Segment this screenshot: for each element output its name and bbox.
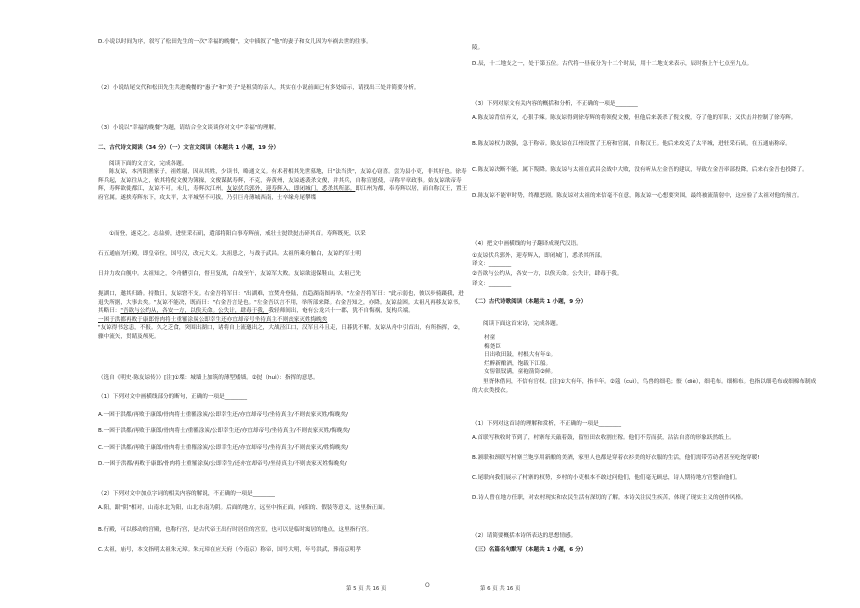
question-1: （1）下列对文中画横线部分的断句，正确的一项是________: [98, 394, 247, 400]
option-a[interactable]: A.陈友谅背信弃义，心狠手辣。陈友谅得到徐寿辉的将领倪文俊，但他后来袭杀了倪文俊，夺了他的军队；又伏击并控制了徐寿辉。: [472, 115, 797, 121]
passage-line: ①而登，遂克之。志益骄，进驻采石矶，遣部将阳白事寿辉前，戒壮士挝铁挝击碎其首。寿辉既死，以采: [109, 231, 366, 237]
option-d-top: D.小说以时间为序，叙写了松田先生的一次"幸福的晚餐"，文中插叙了"他"的妻子和女儿因为车祸去世的往事。: [98, 39, 372, 45]
right-page: [472, 0, 820, 608]
option-a[interactable]: A.首联写秋收时节到了，村寨每天敲着鼓，留恒田农收割庄稼。他们不劳而获，沾沾自喜的形象跃然纸上。: [472, 435, 735, 441]
page-number-left: 第 5 页 共 16 页: [346, 586, 387, 592]
question-4: （4）把文中画横线的句子翻译成现代汉语。: [472, 241, 582, 247]
translation-blank-2[interactable]: 译文：________: [472, 281, 512, 287]
poem-notes: 里胥休借问，不信有官权。[注]①大有年，指丰年。②蔻（cuì），鸟兽的细毛；骹（diè），细毛布。细棉布。也指以细毛布或细棉布制成的大衣类授衣。: [472, 379, 817, 394]
option-a[interactable]: A.阳，跟"阴"相对，山南水北为阳，山北水南为阴。后面的地方，远至中指正面，向阳的、假装等意义，这里指正面。: [98, 505, 389, 511]
passage-paragraph: 陈友谅，本沔阳渔家子，祖姓谢，因从其姓，少读书，略通文义。有术者相其先世墓地，曰"法当贵"，友谅心窃喜。尝为县小吏，非其好也。徐寿辉兵起，友谅往从之，依其将倪文俊为簿掾，文俊谋弑寿辉，不克，奔黄州，友谅遂袭杀文俊，并其兵，自称宣慰使，寻称平章政事。始友谅欲帝寿辉，寿辉欲徙都江，友谅不可。未几，寿辉次江州，友谅伏兵郭外，迎寿辉入，即闭城门，悉杀其所部。即江州为都，奉寿辉以居，而自称汉王，置王府官属。遂挟寿辉东下，攻太平，太平城坚不可拔，乃引巨舟薄城西南，士卒缘舟尾攀堞: [98, 169, 468, 201]
poem-line: 女髻银钗满，童袍箭筒②鲜。: [484, 369, 557, 376]
passage-paragraph: 扼湖口，邀其归路。持数日，友谅窘不支。右金吾将军曰："出湖难，宜焚舟登陆，直趋湖南图再举。"左金吾将军曰："此示弱也，彼以步骑蹑我，进退失所据，大事去矣。"友谅不能决，既而曰："右金吾言是也。"左金吾以言不用，举所部来降。右金吾知之，亦降。友谅益困。太祖凡再移友谅书，其略曰："吾欲与公约从，各安一方，以俟天命。公失计，肆毒于我，我轻师间出，奄有公龙兴十一郡，犹不自悔祸，复构兵端。 一困于洪都再败于康郎骨肉将士重罹涂炭公即幸生还亦宜却帝号坐待真主不则丧家灭姓悔晚矣 "友谅得书忿恚，不报。久之乏食，突围出湖口，诸将自上流邀出之，大战泾江口，汉军且斗且走，日暮犹不解。友谅从舟中引首出，有所指挥，②，骤中流矢，贯睛及颅死。: [98, 290, 468, 342]
underlined-sentence-1: 友谅伏兵郭外，迎寿辉入，即闭城门，悉杀其所部。: [226, 186, 356, 193]
translate-item-1: ①友谅伏兵郭外，迎寿辉入，即闭城门，悉杀其所部。: [472, 253, 606, 259]
section-heading-recitation: （三）名篇名句默写（本题共 1 小题，6 分）: [472, 547, 587, 553]
poem-line: 烂醉新酿酒，饱载下江船。: [484, 360, 552, 367]
poem-author: 梅尧臣: [484, 343, 501, 350]
poem-title: 村童: [484, 335, 496, 341]
option-d[interactable]: D.一困于洪都/再败于康郎/骨肉将士重罹涂炭/公即幸生/还亦宜却帝号/坐待真主/不则丧家灭姓悔晚矣/: [98, 461, 347, 467]
passage-line: 日并力攻白舰中。太祖知之，令舟艚引白，督旦复战，白故至午，友谅军大败。友谅欲退保鞋山，太祖已先: [98, 271, 361, 277]
option-c[interactable]: C.太祖，庙号，本文指明太祖朱元璋。朱元璋在应天府（今南京）称帝，国号大明，年号洪武，葬南京明孝: [98, 547, 361, 553]
option-d[interactable]: D.陈友谅不能审时势，终酿恶剧。陈友谅对太祖的来信毫不在意，陈友谅一心想要突围，最终被流箭射中，这应验了太祖对他的预言。: [472, 193, 803, 199]
option-b[interactable]: B.行殿，可以移动的宫殿，也称行宫，是古代帝王出行时居住的宫室，也可以是临时寓居的地点，这里指行宫。: [98, 527, 373, 533]
passage-line: 石五通庙为行殿，即皇帝位，国号汉，改元大义。太祖患之，与战于武昌。太祖所乘舟触白，友谅约军士明: [98, 251, 361, 257]
question-2b: （2）下列对文中加点字词的相关内容的解说，不正确的一项是________: [98, 491, 275, 497]
center-mark: O: [425, 582, 430, 589]
option-b[interactable]: B.一困于洪都/再败于康郎/骨肉将士/重罹涂炭/公即幸生还/亦宜却帝号/坐待真主/不则丧家灭姓/悔晚矣/: [98, 428, 350, 434]
option-c[interactable]: C.一困于洪都/再败于康郎/骨肉将士重罹涂炭/公即幸生还/亦宜却帝号/坐待真主/不则丧家灭/姓悔晚矣/: [98, 445, 349, 451]
option-a[interactable]: A.一困于洪都/再败于康郎/骨肉将士重罹涂炭/公即幸生还/亦宜却帝号/坐待真主/不则丧家灭姓/悔晚矣/: [98, 412, 348, 418]
question-2: （2）小说结尾交代和松田先生共进晚餐的"惠子"和"美子"是租赁的亲人，其实在小说前面已有多处暗示，请找出三处并简要分析。: [98, 85, 420, 91]
question-3: （3）小说以"幸福的晚餐"为题，请结合全文谈谈你对文中"幸福"的理解。: [98, 125, 280, 131]
poem-intro: 阅读下面这首宋诗，完成各题。: [483, 321, 562, 327]
option-d[interactable]: D.诗人曾在地方任职，对农村现实和农民生活有深切的了解。本诗关注民生疾苦，体现了现实主义的创作风格。: [472, 495, 747, 501]
section-heading-classical: 二、古代诗文阅读（34 分）（一）文言文阅读（本题共 1 小题，19 分）: [98, 145, 280, 151]
option-d[interactable]: D.辰，十二地支之一，处于第五位。古代将一昼夜分为十二个时辰，用十二地支来表示，辰时指上午七点至九点。: [472, 61, 753, 67]
left-page: [98, 0, 468, 608]
question-5: （1）下列对这首诗的理解和赏析，不正确的一项是________: [472, 421, 621, 427]
option-c[interactable]: C.陈友谅决断不能，属下叛降。陈友谅与太祖在武昌会战中大败，没有听从左金吾的建议，导致左金吾率部投降，后来右金吾也投降了。: [472, 167, 808, 173]
question-6: （2）请简要概括本诗所表达的思想情感。: [472, 533, 577, 539]
section-heading-poem: （二）古代诗歌阅读（本题共 1 小题，9 分）: [472, 299, 587, 305]
continuation: 陵。: [472, 45, 484, 51]
option-c[interactable]: C.尾联向我们展示了村寨的权势，乡村的小吏根本不敢过问他们，他们毫无顾忌，诗人期待地方官整治他们。: [472, 475, 741, 481]
option-b[interactable]: B.颔联和颈联写村寨兰饱享用新酿的美酒，家里人也都是穿着衣衫美的好衣服的生活，他们需带劳动者甚至吃饱穿暖!: [472, 455, 760, 461]
underlined-sentence-3: 一困于洪都再败于康郎骨肉将士重罹涂炭公即幸生还亦宜却帝号坐待真主不则丧家灭姓悔晚矣: [98, 316, 328, 323]
option-b[interactable]: B.陈友谅权力欲强，急于称帝。陈友谅在江州设置了王府和官属，自称汉王。他后来攻克了太平城，进驻采石矶，在五通庙称帝。: [472, 141, 791, 147]
page-number-right: 第 6 页 共 16 页: [480, 586, 521, 592]
underlined-sentence-2: "吾欲与公约从，各安一方，以俟天命。公失计，肆毒于我，: [120, 308, 269, 315]
question-3: （3）下列对原文有关内容的概括和分析，不正确的一项是________: [472, 101, 638, 107]
reading-intro: 阅读下面的文言文，完成各题。: [109, 161, 188, 167]
source-note: （选自《明史·陈友谅传》）[注]①堞：城墙上加筑的薄型矮墙。②挝（huì）：指挥的意思。: [98, 375, 319, 381]
translate-item-2: ②吾欲与公约从，各安一方，以俟天命。公失计，肆毒于我。: [472, 271, 623, 277]
poem: [472, 334, 820, 377]
translation-blank-1[interactable]: 译文：________: [472, 261, 512, 267]
poem-line: 日出收田鼓，村根大有年①。: [484, 352, 557, 359]
